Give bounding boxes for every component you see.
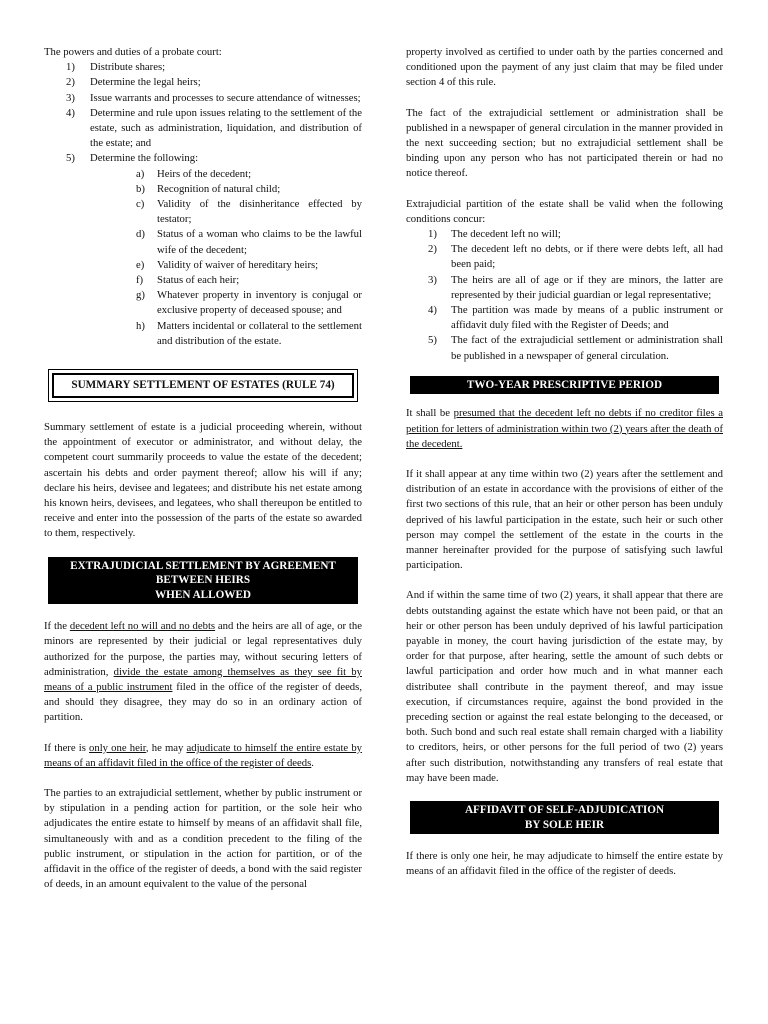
compel-settlement-paragraph: If it shall appear at any time within two (2) years after the settlement and distribution of an estate in accordance with the provisions of either of the first two sections of this rule, that an heir or other person has been unduly deprived of his lawful participation in the estate, such heir or such other person may compel the settlement of the estate in the courts in the manner hereinafter provided for the purpose of satisfying such lawful participation. [406, 467, 723, 572]
summary-settlement-heading: SUMMARY SETTLEMENT OF ESTATES (RULE 74) [52, 373, 354, 398]
affidavit-heading: AFFIDAVIT OF SELF-ADJUDICATION BY SOLE HEIR [410, 801, 719, 834]
conditions-list [406, 227, 723, 364]
publication-paragraph: The fact of the extrajudicial settlement or administration shall be published in a newspaper of general circulation in the manner provided in the next succeeding section; but no extrajudicial settlement shall be binding upon any person who has not participated therein or had no notice thereof. [406, 106, 723, 180]
list-item: d) Status of a woman who claims to be the lawful wife of the decedent; [136, 228, 362, 256]
list-item: 3) The heirs are all of age or if they are minors, the latter are represented by their judicial guardian or legal representative; [428, 273, 723, 301]
presumption-paragraph: It shall be presumed that the decedent left no debts if no creditor files a petition for letters of administration within two (2) years after the death of the decedent. [406, 407, 723, 450]
list-item: h) Matters incidental or collateral to the settlement and distribution of the estate. [136, 319, 362, 347]
list-item: 4) The partition was made by means of a public instrument or affidavit duly filed with the Register of Deeds; and [428, 304, 723, 332]
list-item: 2) Determine the legal heirs; [66, 76, 201, 89]
list-item: 1) Distribute shares; [66, 61, 166, 74]
determine-sublist [44, 167, 362, 349]
list-item: b) Recognition of natural child; [136, 182, 281, 195]
extrajudicial-paragraph-3: The parties to an extrajudicial settlement, whether by public instrument or by stipulation in a pending action for partition, or the sole heir who adjudicates the entire estate to himself by means of an affidavit shall file, simultaneously with and as a condition precedent to the filing of the public instrument, or stipulation in the action for partition, or of the affidavit in the office of the register of deeds, a bond with the said register of deeds, in an amount equivalent to the value of the personal [44, 787, 362, 891]
left-column [44, 45, 362, 892]
list-item: g) Whatever property in inventory is conjugal or exclusive property of deceased spouse; and [136, 289, 362, 317]
list-item: 5) The fact of the extrajudicial settlement or administration shall be published in a newspaper of general circulation. [428, 334, 723, 362]
summary-settlement-text: Summary settlement of estate is a judicial proceeding wherein, without the appointment of executor or administrator, and without delay, the competent court summarily proceeds to value the estate of the decedent; ascertain his debts and order payment thereof; allow his will if any; declare his heirs, devisee and legatees; and distribute his net estate among his known heirs, devisees, and legatees, who shall thereupon be entitled to receive and enter into the possession of the parts of the estate so awarded to them, respectively. [44, 421, 362, 540]
list-item: 4) Determine and rule upon issues relating to the settlement of the estate, such as administration, liquidation, and distribution of the estate; and [66, 106, 362, 150]
list-item: e) Validity of waiver of hereditary heirs; [136, 258, 319, 271]
duties-list [44, 60, 362, 166]
right-column [406, 45, 723, 879]
extrajudicial-heading: EXTRAJUDICIAL SETTLEMENT BY AGREEMENT BETWEEN HEIRS WHEN ALLOWED [48, 557, 358, 605]
summary-settlement-heading-frame [48, 369, 358, 402]
bond-paragraph: property involved as certified to under oath by the parties concerned and conditioned upon the payment of any just claim that may be filed under section 4 of this rule. [406, 46, 723, 89]
outstanding-debts-paragraph: And if within the same time of two (2) years, it shall appear that there are debts outstanding against the estate which have not been paid, or that an heir or other person has been unduly deprived of his lawful participation payable in money, the court having jurisdiction of the estate may, by order for that purpose, after hearing, settle the amount of such debts or lawful participation and order how much and in what manner each distributee shall contribute in the payment thereof, and may issue execution, if circumstances require, against the bond provided in the preceding section or against the real estate belonging to the deceased, or both. Such bond and such real estate shall remain charged with a liability to creditors, heirs, or other persons for the full period of two (2) years after such distribution, notwithstanding any transfers of real estate that may have been made. [406, 589, 723, 784]
probate-intro: The powers and duties of a probate court: [44, 46, 222, 58]
list-item: a) Heirs of the decedent; [136, 167, 252, 180]
sole-heir-paragraph: If there is only one heir, he may adjudicate to himself the entire estate by means of an affidavit filed in the office of the register of deeds. [406, 850, 723, 878]
list-item: f) Status of each heir; [136, 274, 240, 287]
list-item: 2) The decedent left no debts, or if there were debts left, all had been paid; [428, 243, 723, 271]
extrajudicial-paragraph-2: If there is only one heir, he may adjudicate to himself the entire estate by means of an affidavit filed in the office of the register of deeds. [44, 741, 363, 769]
list-item: c) Validity of the disinheritance effected by testator; [136, 198, 362, 226]
two-year-heading: TWO-YEAR PRESCRIPTIVE PERIOD [410, 376, 719, 395]
list-item: 1) The decedent left no will; [428, 228, 561, 241]
extrajudicial-paragraph-1: If the decedent left no will and no debts and the heirs are all of age, or the minors are represented by their judicial or legal representatives duly authorized for the purpose, the parties may, without securing letters of administration, divide the estate among themselves as they see fit by means of a public instrument filed in the office of the register of deeds, and should they disagree, they may do so in an ordinary action of partition. [44, 620, 362, 724]
list-item: 3) Issue warrants and processes to secure attendance of witnesses; [66, 91, 361, 104]
conditions-intro: Extrajudicial partition of the estate shall be valid when the following conditions concur: [406, 197, 723, 225]
list-item: 5) Determine the following: [66, 152, 199, 165]
